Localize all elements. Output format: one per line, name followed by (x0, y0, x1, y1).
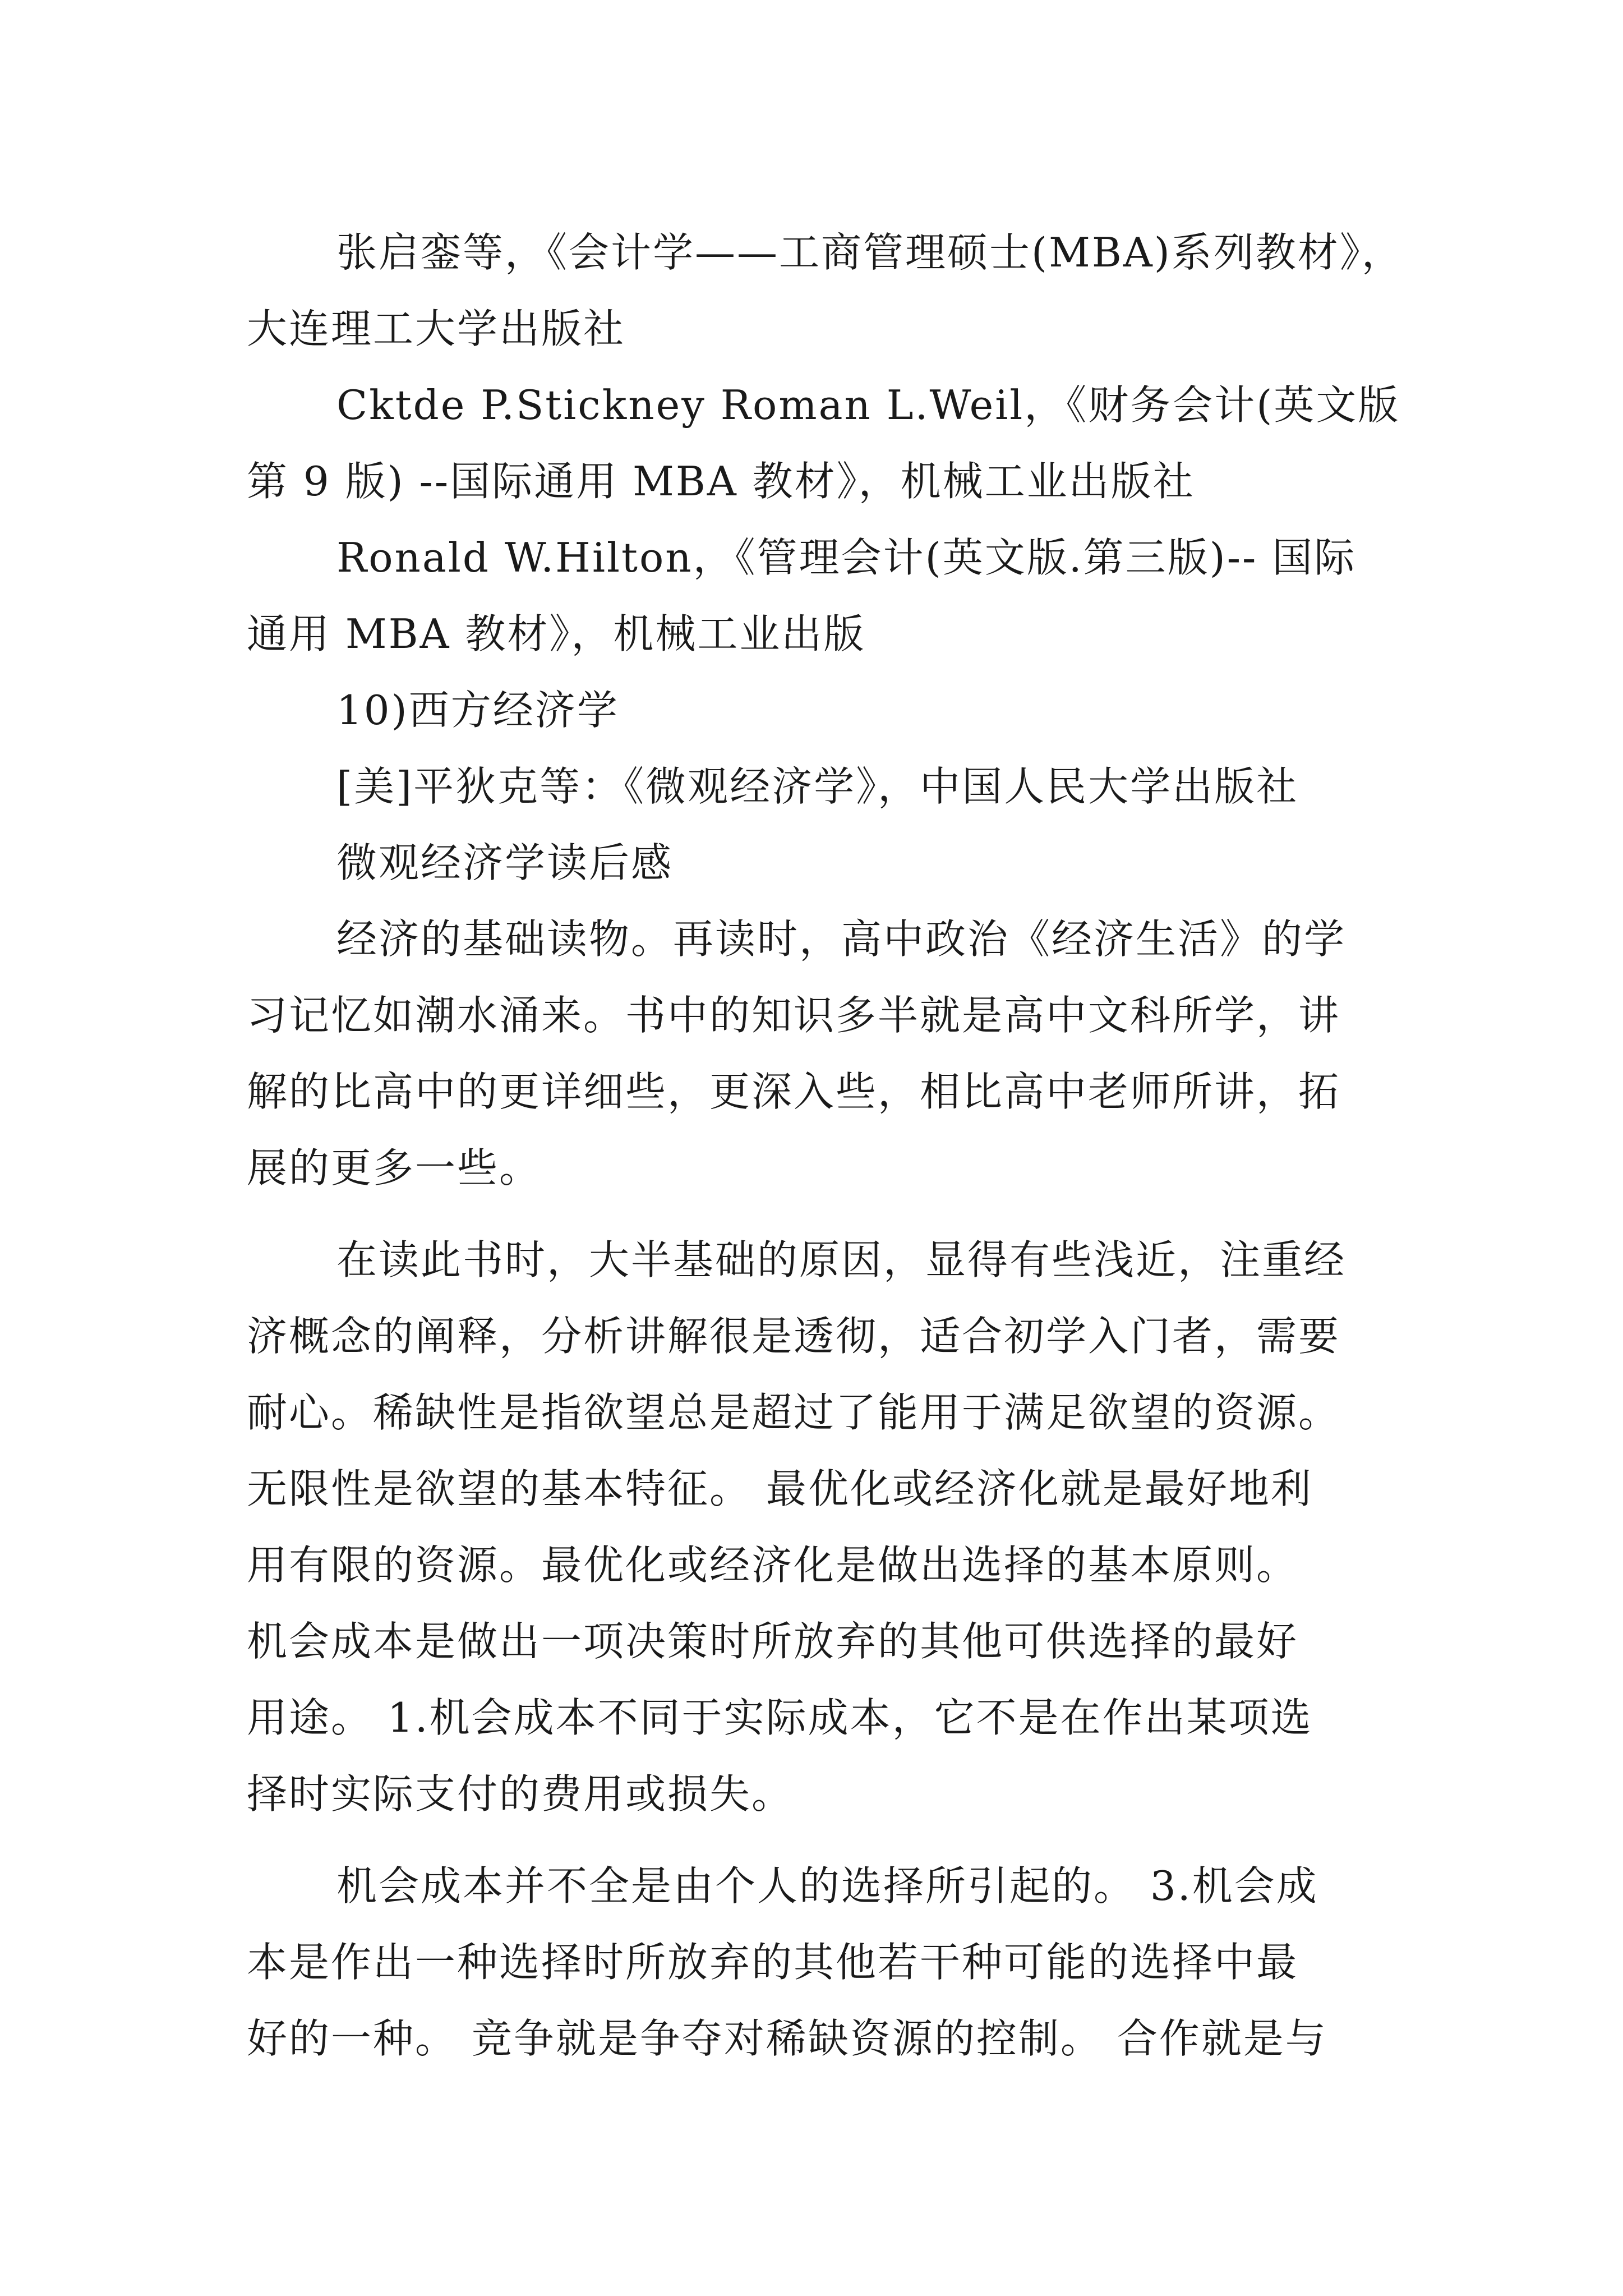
text-line: 习记忆如潮水涌来。书中的知识多半就是高中文科所学，讲 (247, 992, 1341, 1039)
text-line: 耐心。稀缺性是指欲望总是超过了能用于满足欲望的资源。 (247, 1389, 1341, 1436)
text-line: 机会成本并不全是由个人的选择所引起的。 3.机会成 (336, 1862, 1318, 1910)
text-line: Cktde P.Stickney Roman L.Weil，《财务会计(英文版 (336, 381, 1400, 429)
text-line: 好的一种。 竞争就是争夺对稀缺资源的控制。 合作就是与 (247, 2015, 1327, 2062)
document-body (247, 214, 1404, 2077)
text-line: 机会成本是做出一项决策时所放弃的其他可供选择的最好 (247, 1618, 1299, 1665)
text-line: 展的更多一些。 (247, 1144, 542, 1191)
text-line: 济概念的阐释，分析讲解很是透彻，适合初学入门者，需要 (247, 1313, 1341, 1360)
text-line: 10)西方经济学 (336, 687, 619, 734)
text-line: 张启銮等，《会计学——工商管理硕士(MBA)系列教材》， (336, 229, 1404, 276)
text-line: 用有限的资源。最优化或经济化是做出选择的基本原则。 (247, 1542, 1299, 1589)
text-line: 用途。 1.机会成本不同于实际成本，它不是在作出某项选 (247, 1694, 1313, 1741)
text-line: 在读此书时，大半基础的原因，显得有些浅近，注重经 (336, 1236, 1347, 1283)
text-line: 经济的基础读物。再读时，高中政治《经济生活》的学 (336, 915, 1347, 963)
text-line: 解的比高中的更详细些，更深入些，相比高中老师所讲，拓 (247, 1068, 1341, 1115)
text-line: 微观经济学读后感 (336, 839, 674, 886)
text-line: 第 9 版) --国际通用 MBA 教材》，机械工业出版社 (247, 458, 1195, 505)
text-line: 择时实际支付的费用或损失。 (247, 1770, 794, 1818)
text-line: 通用 MBA 教材》，机械工业出版 (247, 610, 866, 657)
text-line: Ronald W.Hilton，《管理会计(英文版.第三版)-- 国际 (336, 534, 1357, 581)
text-line: 无限性是欲望的基本特征。 最优化或经济化就是最好地利 (247, 1465, 1313, 1512)
text-line: 本是作出一种选择时所放弃的其他若干种可能的选择中最 (247, 1939, 1299, 1986)
text-line: 大连理工大学出版社 (247, 305, 626, 352)
text-line: [美]平狄克等：《微观经济学》，中国人民大学出版社 (336, 763, 1299, 810)
